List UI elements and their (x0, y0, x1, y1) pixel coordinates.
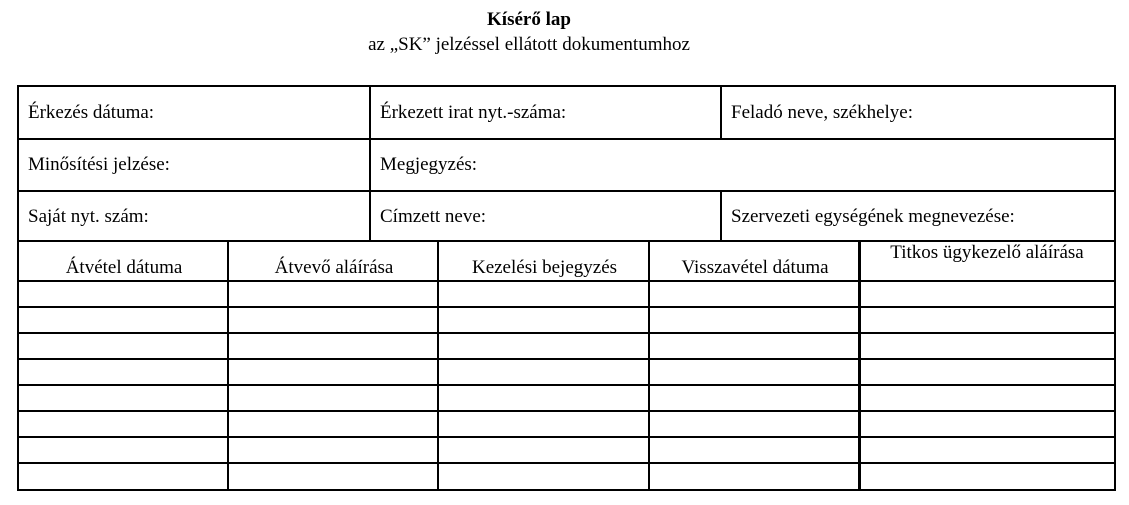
info-row (19, 192, 1114, 242)
table-row[interactable] (19, 386, 1114, 410)
received-doc-number-label: Érkezett irat nyt.-száma: (380, 101, 567, 123)
classification-field[interactable] (19, 140, 369, 190)
table-row[interactable] (19, 334, 1114, 358)
table-row[interactable] (19, 464, 1114, 488)
table-row[interactable] (19, 360, 1114, 384)
column-header-receipt-date: Átvétel dátuma (65, 257, 183, 278)
remark-field[interactable] (369, 140, 1114, 190)
document-title: Kísérő lap (487, 9, 571, 30)
classification-label: Minősítési jelzése: (28, 154, 170, 175)
org-unit-label: Szervezeti egységének megnevezése: (731, 206, 1015, 227)
table-row[interactable] (19, 308, 1114, 332)
sender-label: Feladó neve, székhelye: (731, 101, 914, 123)
sender-field[interactable] (720, 87, 1114, 138)
remark-label: Megjegyzés: (380, 154, 478, 175)
org-unit-field[interactable] (720, 192, 1114, 242)
own-number-field[interactable] (19, 192, 369, 242)
column-header-return-date: Visszavétel dátuma (681, 257, 829, 278)
info-row (19, 87, 1114, 140)
table-row[interactable] (19, 412, 1114, 436)
addressee-field[interactable] (369, 192, 720, 242)
column-header-clerk-signature: Titkos ügykezelő aláírása (890, 242, 1084, 263)
received-doc-number-field[interactable] (369, 87, 720, 138)
addressee-label: Címzett neve: (380, 206, 487, 227)
own-number-label: Saját nyt. szám: (28, 206, 149, 227)
column-header-receiver-signature: Átvevő aláírása (274, 257, 394, 278)
arrival-date-label: Érkezés dátuma: (28, 101, 155, 123)
log-table (17, 240, 1116, 491)
table-row[interactable] (19, 438, 1114, 462)
info-row (19, 140, 1114, 192)
info-grid (17, 85, 1116, 242)
table-row[interactable] (19, 282, 1114, 306)
document-subtitle: az „SK” jelzéssel ellátott dokumentumhoz (368, 34, 690, 55)
column-header-handling-entry: Kezelési bejegyzés (471, 257, 618, 278)
arrival-date-field[interactable] (19, 87, 369, 138)
